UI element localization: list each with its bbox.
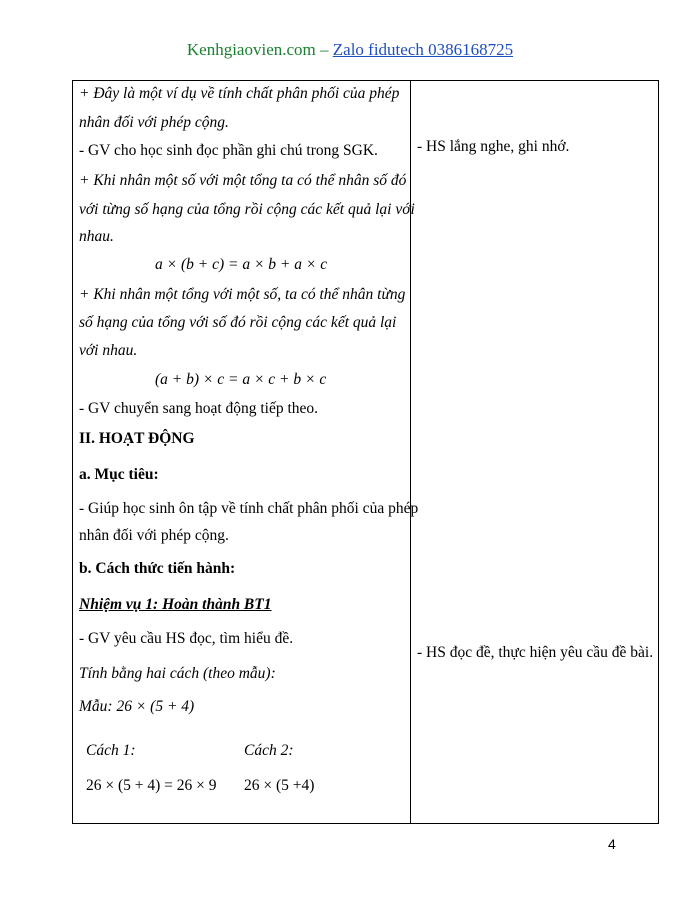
page-header: [0, 40, 700, 60]
method-1-label: Cách 1:: [86, 742, 136, 759]
left-line: nhau.: [79, 228, 114, 245]
method-1-expression: 26 × (5 + 4) = 26 × 9: [86, 777, 217, 794]
left-line: - GV cho học sinh đọc phần ghi chú trong SGK.: [79, 142, 378, 159]
page-number: 4: [608, 836, 616, 852]
left-line: với từng số hạng của tổng rồi cộng các kết quả lại với: [79, 201, 415, 218]
task-title: Nhiệm vụ 1: Hoàn thành BT1: [79, 596, 272, 613]
left-line: + Đây là một ví dụ về tính chất phân phối của phép: [79, 85, 400, 102]
left-line: + Khi nhân một số với một tổng ta có thể nhân số đó: [79, 172, 407, 189]
left-line: Mẫu: 26 × (5 + 4): [79, 698, 195, 715]
formula: a × (b + c) = a × b + a × c: [155, 256, 328, 273]
student-activity: - HS đọc đề, thực hiện yêu cầu đề bài.: [417, 644, 654, 661]
left-line: + Khi nhân một tổng với một số, ta có thể nhân từng: [79, 286, 406, 303]
student-activity: - HS lắng nghe, ghi nhớ.: [417, 138, 570, 155]
left-line: nhân đối với phép cộng.: [79, 527, 229, 544]
header-site: Kenhgiaovien.com: [186, 40, 316, 59]
left-line: - GV chuyển sang hoạt động tiếp theo.: [79, 400, 319, 417]
section-heading: II. HOẠT ĐỘNG: [79, 430, 195, 447]
column-divider: [410, 81, 411, 823]
method-2-expression: 26 × (5 +4): [244, 777, 315, 794]
left-line: Tính bằng hai cách (theo mẫu):: [79, 665, 276, 682]
header-separator: –: [315, 40, 333, 59]
method-2-label: Cách 2:: [244, 742, 294, 759]
lesson-table: [72, 80, 659, 824]
left-line: số hạng của tổng với số đó rồi cộng các kết quả lại: [79, 314, 397, 331]
formula: (a + b) × c = a × c + b × c: [155, 371, 327, 388]
left-line: - Giúp học sinh ôn tập về tính chất phân phối của phép: [79, 500, 419, 517]
subheading-objective: a. Mục tiêu:: [79, 466, 159, 483]
header-contact-link[interactable]: Zalo fidutech 0386168725: [332, 40, 514, 59]
left-line: với nhau.: [79, 342, 138, 359]
left-line: nhân đối với phép cộng.: [79, 114, 229, 131]
subheading-method: b. Cách thức tiến hành:: [79, 560, 236, 577]
left-line: - GV yêu cầu HS đọc, tìm hiểu đề.: [79, 630, 294, 647]
